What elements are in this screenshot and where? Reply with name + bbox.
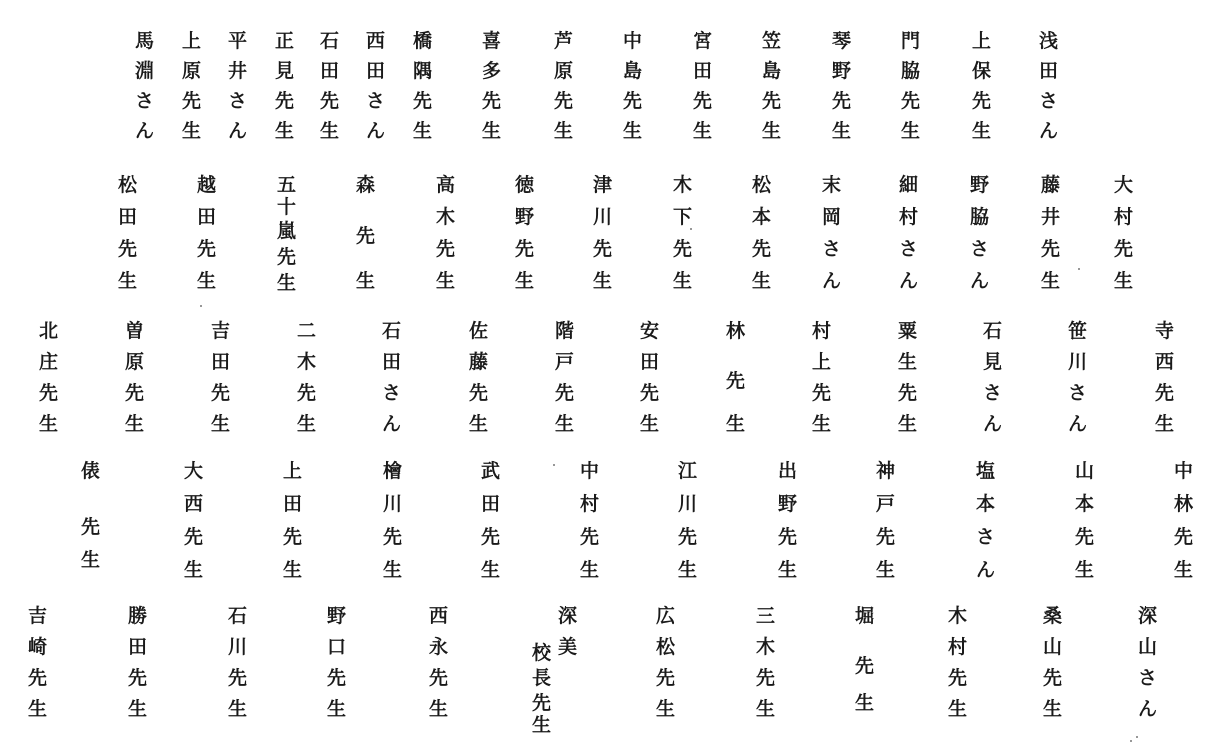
name-char: 木 <box>436 206 456 228</box>
name-char: 石 <box>228 605 248 627</box>
name-char: 生 <box>1075 559 1095 581</box>
name-char: 生 <box>901 120 921 142</box>
name-char: 西 <box>1155 351 1175 373</box>
name-char: ん <box>899 270 919 292</box>
name-char: 生 <box>39 413 59 435</box>
name-char: 生 <box>482 120 502 142</box>
name-char: 先 <box>39 382 59 404</box>
name-char: 先 <box>640 382 660 404</box>
name-char: 田 <box>197 206 217 228</box>
name-char: 生 <box>726 413 746 435</box>
name-char: ん <box>822 270 842 292</box>
name-char: 門 <box>901 30 921 52</box>
name-char: 越 <box>197 174 217 196</box>
name-char: 永 <box>429 636 449 658</box>
name-char: 先 <box>81 516 101 539</box>
name-char: 石 <box>320 30 340 52</box>
name-char: 十 <box>277 196 297 219</box>
name-char: 先 <box>184 526 204 548</box>
name-char: 先 <box>726 369 746 392</box>
name-char: 生 <box>211 413 231 435</box>
name-char: さ <box>1039 90 1059 112</box>
name-char: 山 <box>1043 636 1063 658</box>
name-char: 藤 <box>469 351 489 373</box>
name-char: 木 <box>756 636 776 658</box>
name-char: 川 <box>383 493 403 515</box>
name-char: 先 <box>125 382 145 404</box>
name-char: 生 <box>1114 270 1134 292</box>
name-char: 吉 <box>211 320 231 342</box>
name-char: 木 <box>297 351 317 373</box>
name-char: 生 <box>356 270 376 292</box>
name-char: 生 <box>693 120 713 142</box>
name-char: 保 <box>972 60 992 82</box>
name-char: 琴 <box>832 30 852 52</box>
name-char: 多 <box>482 60 502 82</box>
name-char: 生 <box>228 698 248 720</box>
name-char: 先 <box>1041 238 1061 260</box>
name-char: 先 <box>1155 382 1175 404</box>
name-char: 先 <box>327 667 347 689</box>
name-char: 生 <box>752 270 772 292</box>
name-char: 生 <box>197 270 217 292</box>
name-char: 笹 <box>1068 320 1088 342</box>
name-char: さ <box>228 90 248 112</box>
name-char: 山 <box>1075 460 1095 482</box>
name-char: 生 <box>1155 413 1175 435</box>
name-char: 生 <box>383 559 403 581</box>
name-char: 先 <box>482 90 502 112</box>
name-char: 田 <box>382 351 402 373</box>
name-char: 先 <box>532 691 552 714</box>
scan-speck <box>553 464 555 466</box>
name-char: 生 <box>532 713 552 736</box>
name-char: 島 <box>762 60 782 82</box>
name-char: 森 <box>356 174 376 196</box>
name-char: 生 <box>469 413 489 435</box>
name-char: 粟 <box>898 320 918 342</box>
name-char: 生 <box>275 120 295 142</box>
name-char: 出 <box>778 460 798 482</box>
name-char: 生 <box>429 698 449 720</box>
name-char: 先 <box>118 238 138 260</box>
name-char: 先 <box>656 667 676 689</box>
name-char: 生 <box>297 413 317 435</box>
name-char: 先 <box>623 90 643 112</box>
name-char: 吉 <box>28 605 48 627</box>
name-char: 先 <box>593 238 613 260</box>
scan-speck <box>1130 740 1132 742</box>
name-char: 馬 <box>135 30 155 52</box>
name-char: 先 <box>1174 526 1194 548</box>
name-char: 田 <box>366 60 386 82</box>
name-char: 本 <box>752 206 772 228</box>
name-char: ん <box>1068 413 1088 435</box>
name-char: 生 <box>623 120 643 142</box>
name-char: 松 <box>752 174 772 196</box>
name-char: 崎 <box>28 636 48 658</box>
name-char: 生 <box>1041 270 1061 292</box>
name-char: 宮 <box>693 30 713 52</box>
name-char: 見 <box>275 60 295 82</box>
name-char: 先 <box>876 526 896 548</box>
name-char: 西 <box>184 493 204 515</box>
name-char: 先 <box>901 90 921 112</box>
name-char: 先 <box>756 667 776 689</box>
name-char: 佐 <box>469 320 489 342</box>
name-char: 先 <box>28 667 48 689</box>
name-char: 井 <box>1041 206 1061 228</box>
name-char: 先 <box>555 382 575 404</box>
scan-speck <box>200 305 202 307</box>
name-char: 田 <box>320 60 340 82</box>
name-char: 生 <box>812 413 832 435</box>
name-char: 先 <box>413 90 433 112</box>
name-char: 田 <box>481 493 501 515</box>
name-char: 生 <box>762 120 782 142</box>
name-char: 本 <box>1075 493 1095 515</box>
name-char: 岡 <box>822 206 842 228</box>
name-char: 先 <box>197 238 217 260</box>
name-char: 先 <box>275 90 295 112</box>
name-char: 隅 <box>413 60 433 82</box>
name-char: 原 <box>554 60 574 82</box>
name-char: 先 <box>678 526 698 548</box>
name-char: 生 <box>640 413 660 435</box>
name-char: 村 <box>812 320 832 342</box>
name-char: 校 <box>532 642 552 665</box>
name-char: 先 <box>673 238 693 260</box>
name-char: 田 <box>283 493 303 515</box>
name-char: 下 <box>673 206 693 228</box>
name-char: ん <box>976 559 996 581</box>
name-char: 五 <box>277 174 297 196</box>
name-char: 生 <box>673 270 693 292</box>
name-char: 田 <box>118 206 138 228</box>
name-char: さ <box>899 238 919 260</box>
name-char: 生 <box>580 559 600 581</box>
name-char: ん <box>983 413 1003 435</box>
name-char: 浅 <box>1039 30 1059 52</box>
name-char: 木 <box>673 174 693 196</box>
name-char: 生 <box>1174 559 1194 581</box>
name-char: 生 <box>320 120 340 142</box>
name-char: 生 <box>118 270 138 292</box>
name-char: 生 <box>554 120 574 142</box>
name-char: 先 <box>277 246 297 268</box>
name-char: 先 <box>469 382 489 404</box>
name-char: 松 <box>118 174 138 196</box>
name-char: 村 <box>899 206 919 228</box>
name-char: 先 <box>1114 238 1134 260</box>
name-char: 生 <box>481 559 501 581</box>
name-char: 嵐 <box>277 220 297 243</box>
name-char: 笠 <box>762 30 782 52</box>
name-char: 生 <box>128 698 148 720</box>
name-char: 山 <box>1138 636 1158 658</box>
name-char: 先 <box>128 667 148 689</box>
name-char: 田 <box>640 351 660 373</box>
name-char: 生 <box>182 120 202 142</box>
name-char: 先 <box>1075 526 1095 548</box>
name-char: 先 <box>898 382 918 404</box>
name-char: 川 <box>1068 351 1088 373</box>
name-char: 武 <box>481 460 501 482</box>
name-char: 生 <box>436 270 456 292</box>
name-char: 生 <box>125 413 145 435</box>
name-char: 野 <box>327 605 347 627</box>
name-char: 林 <box>1174 493 1194 515</box>
name-char: 見 <box>983 351 1003 373</box>
name-char: 桑 <box>1043 605 1063 627</box>
name-char: 徳 <box>515 174 535 196</box>
name-char: 島 <box>623 60 643 82</box>
name-char: 末 <box>822 174 842 196</box>
name-char: 先 <box>182 90 202 112</box>
name-char: 原 <box>125 351 145 373</box>
name-char: 上 <box>182 30 202 52</box>
name-char: 生 <box>948 698 968 720</box>
name-char: 江 <box>678 460 698 482</box>
name-char: 生 <box>555 413 575 435</box>
name-char: 村 <box>948 636 968 658</box>
name-char: 庄 <box>39 351 59 373</box>
name-char: ん <box>228 120 248 142</box>
name-char: 生 <box>778 559 798 581</box>
name-char: 先 <box>832 90 852 112</box>
name-char: 津 <box>593 174 613 196</box>
name-char: 先 <box>283 526 303 548</box>
name-char: 神 <box>876 460 896 482</box>
name-char: 生 <box>515 270 535 292</box>
name-char: 先 <box>762 90 782 112</box>
scan-speck <box>1136 736 1138 738</box>
name-char: ん <box>1138 698 1158 720</box>
name-char: さ <box>976 526 996 548</box>
name-char: 脇 <box>901 60 921 82</box>
name-char: 先 <box>580 526 600 548</box>
name-char: さ <box>366 90 386 112</box>
name-char: 塩 <box>976 460 996 482</box>
name-char: 本 <box>976 493 996 515</box>
name-char: 生 <box>678 559 698 581</box>
name-char: 林 <box>726 320 746 342</box>
name-char: さ <box>1068 382 1088 404</box>
name-char: 細 <box>899 174 919 196</box>
name-char: 先 <box>297 382 317 404</box>
name-char: 西 <box>366 30 386 52</box>
name-char: 先 <box>383 526 403 548</box>
name-char: 生 <box>898 351 918 373</box>
name-char: 深 <box>558 605 578 627</box>
name-char: 橋 <box>413 30 433 52</box>
name-char: 先 <box>515 238 535 260</box>
name-char: さ <box>135 90 155 112</box>
name-char: 上 <box>972 30 992 52</box>
name-char: 中 <box>580 460 600 482</box>
name-char: 原 <box>182 60 202 82</box>
name-char: 生 <box>327 698 347 720</box>
name-char: 先 <box>972 90 992 112</box>
name-char: 生 <box>28 698 48 720</box>
name-char: ん <box>382 413 402 435</box>
name-char: 先 <box>356 225 376 248</box>
name-char: 生 <box>756 698 776 720</box>
name-char: 生 <box>283 559 303 581</box>
name-char: 西 <box>429 605 449 627</box>
name-char: 平 <box>228 30 248 52</box>
name-char: 脇 <box>970 206 990 228</box>
name-char: さ <box>983 382 1003 404</box>
name-char: 大 <box>1114 174 1134 196</box>
name-char: 美 <box>558 636 578 658</box>
name-char: 階 <box>555 320 575 342</box>
name-char: 淵 <box>135 60 155 82</box>
name-char: ん <box>366 120 386 142</box>
name-char: 堀 <box>855 605 875 627</box>
name-char: 村 <box>580 493 600 515</box>
name-char: 生 <box>855 691 875 714</box>
name-char: 生 <box>832 120 852 142</box>
name-char: 川 <box>228 636 248 658</box>
name-char: さ <box>1138 667 1158 689</box>
name-char: 木 <box>948 605 968 627</box>
name-char: 松 <box>656 636 676 658</box>
name-char: 田 <box>1039 60 1059 82</box>
name-char: 石 <box>983 320 1003 342</box>
name-char: 長 <box>532 667 552 689</box>
name-char: 生 <box>656 698 676 720</box>
name-char: 戸 <box>876 493 896 515</box>
name-char: 野 <box>778 493 798 515</box>
name-char: 先 <box>436 238 456 260</box>
name-char: 三 <box>756 605 776 627</box>
name-char: 生 <box>876 559 896 581</box>
name-char: ん <box>970 270 990 292</box>
name-char: 中 <box>623 30 643 52</box>
scan-speck <box>690 228 692 230</box>
name-char: 曽 <box>125 320 145 342</box>
name-char: 先 <box>554 90 574 112</box>
name-char: さ <box>822 238 842 260</box>
name-char: 上 <box>283 460 303 482</box>
name-char: 二 <box>297 320 317 342</box>
name-char: 藤 <box>1041 174 1061 196</box>
name-char: 先 <box>812 382 832 404</box>
name-char: 石 <box>382 320 402 342</box>
name-char: 田 <box>211 351 231 373</box>
name-char: 深 <box>1138 605 1158 627</box>
name-char: 喜 <box>482 30 502 52</box>
name-char: 野 <box>832 60 852 82</box>
name-char: 俵 <box>81 460 101 482</box>
name-char: ん <box>1039 120 1059 142</box>
name-char: 田 <box>693 60 713 82</box>
name-char: 井 <box>228 60 248 82</box>
name-char: 生 <box>1043 698 1063 720</box>
name-char: 芦 <box>554 30 574 52</box>
name-char: 川 <box>593 206 613 228</box>
name-char: 川 <box>678 493 698 515</box>
name-char: 生 <box>413 120 433 142</box>
name-char: 口 <box>327 636 347 658</box>
name-char: 生 <box>277 271 297 294</box>
name-char: 先 <box>948 667 968 689</box>
name-char: 先 <box>1043 667 1063 689</box>
name-char: 先 <box>855 654 875 677</box>
name-char: 正 <box>275 30 295 52</box>
name-char: さ <box>382 382 402 404</box>
name-char: 先 <box>693 90 713 112</box>
name-char: さ <box>970 238 990 260</box>
name-char: 生 <box>972 120 992 142</box>
name-char: 先 <box>778 526 798 548</box>
scan-speck <box>1078 268 1080 270</box>
name-char: 先 <box>228 667 248 689</box>
name-char: 安 <box>640 320 660 342</box>
name-char: 北 <box>39 320 59 342</box>
name-char: 生 <box>898 413 918 435</box>
name-char: 先 <box>211 382 231 404</box>
name-char: 先 <box>429 667 449 689</box>
name-char: 野 <box>515 206 535 228</box>
name-char: 生 <box>81 549 101 572</box>
name-char: 戸 <box>555 351 575 373</box>
name-char: 高 <box>436 174 456 196</box>
name-char: 上 <box>812 351 832 373</box>
name-char: 田 <box>128 636 148 658</box>
name-char: 寺 <box>1155 320 1175 342</box>
name-char: ん <box>135 120 155 142</box>
name-char: 生 <box>184 559 204 581</box>
name-char: 広 <box>656 605 676 627</box>
name-char: 村 <box>1114 206 1134 228</box>
name-char: 勝 <box>128 605 148 627</box>
name-char: 檜 <box>383 460 403 482</box>
name-char: 先 <box>752 238 772 260</box>
name-char: 野 <box>970 174 990 196</box>
name-char: 先 <box>481 526 501 548</box>
name-char: 中 <box>1174 460 1194 482</box>
name-char: 大 <box>184 460 204 482</box>
name-char: 生 <box>593 270 613 292</box>
name-char: 先 <box>320 90 340 112</box>
